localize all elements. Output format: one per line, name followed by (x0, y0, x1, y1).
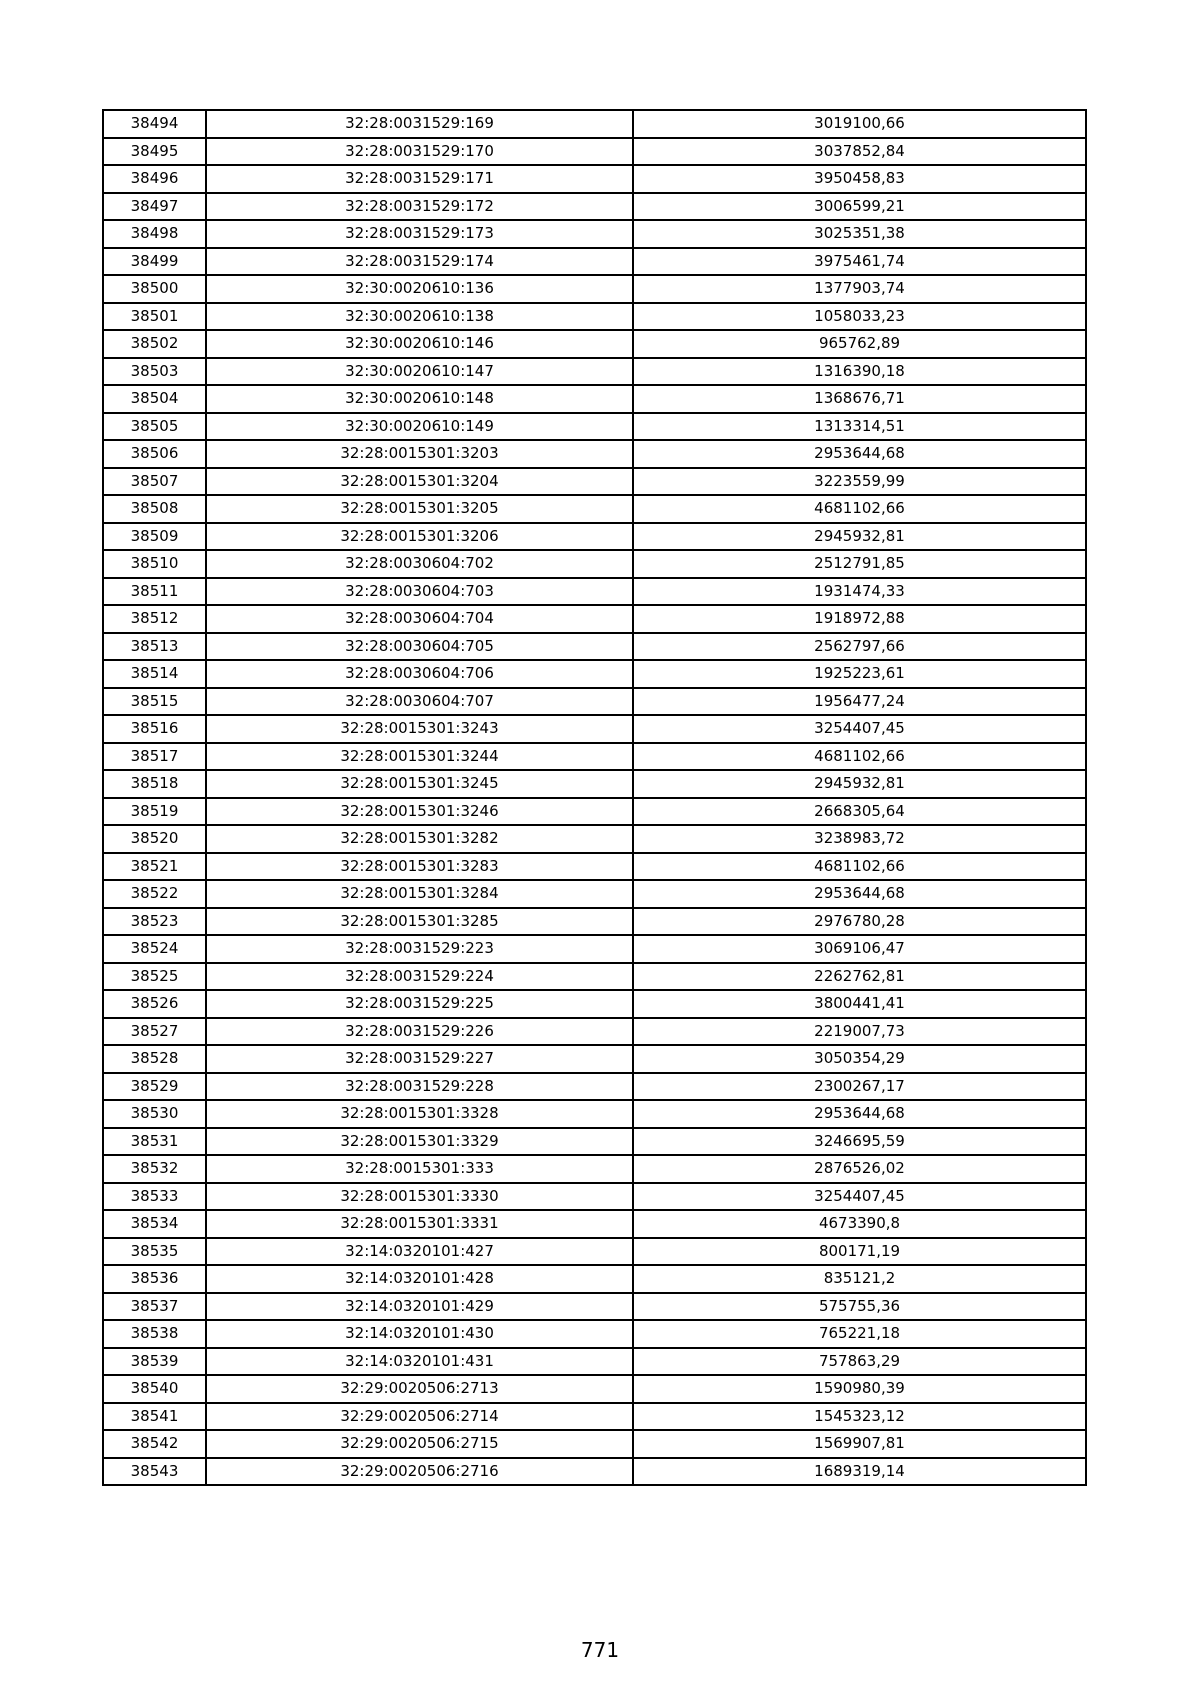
value-cell: 3223559,99 (633, 468, 1086, 496)
cadastral-number-cell: 32:28:0030604:704 (206, 605, 633, 633)
table-row (103, 193, 1086, 221)
cadastral-number-cell: 32:28:0031529:171 (206, 165, 633, 193)
value-cell: 3950458,83 (633, 165, 1086, 193)
cadastral-number-cell: 32:28:0031529:173 (206, 220, 633, 248)
table-row (103, 330, 1086, 358)
table-row (103, 1375, 1086, 1403)
table-row (103, 1348, 1086, 1376)
value-cell: 2876526,02 (633, 1155, 1086, 1183)
cadastral-number-cell: 32:14:0320101:431 (206, 1348, 633, 1376)
value-cell: 1956477,24 (633, 688, 1086, 716)
cadastral-number-cell: 32:29:0020506:2714 (206, 1403, 633, 1431)
cadastral-number-cell: 32:29:0020506:2716 (206, 1458, 633, 1486)
row-number-cell: 38519 (103, 798, 206, 826)
row-number-cell: 38511 (103, 578, 206, 606)
value-cell: 2976780,28 (633, 908, 1086, 936)
table-body (103, 110, 1086, 1485)
row-number-cell: 38540 (103, 1375, 206, 1403)
value-cell: 2562797,66 (633, 633, 1086, 661)
table-row (103, 1155, 1086, 1183)
value-cell: 1313314,51 (633, 413, 1086, 441)
cadastral-number-cell: 32:28:0030604:702 (206, 550, 633, 578)
row-number-cell: 38494 (103, 110, 206, 138)
table-row (103, 853, 1086, 881)
value-cell: 2262762,81 (633, 963, 1086, 991)
table-row (103, 935, 1086, 963)
row-number-cell: 38534 (103, 1210, 206, 1238)
table-row (103, 1238, 1086, 1266)
cadastral-number-cell: 32:28:0031529:169 (206, 110, 633, 138)
cadastral-number-cell: 32:28:0015301:3282 (206, 825, 633, 853)
value-cell: 2219007,73 (633, 1018, 1086, 1046)
cadastral-number-cell: 32:28:0015301:3205 (206, 495, 633, 523)
row-number-cell: 38535 (103, 1238, 206, 1266)
table-row (103, 220, 1086, 248)
cadastral-number-cell: 32:30:0020610:136 (206, 275, 633, 303)
row-number-cell: 38537 (103, 1293, 206, 1321)
row-number-cell: 38495 (103, 138, 206, 166)
cadastral-number-cell: 32:28:0015301:3284 (206, 880, 633, 908)
value-cell: 3238983,72 (633, 825, 1086, 853)
cadastral-number-cell: 32:28:0015301:3285 (206, 908, 633, 936)
row-number-cell: 38530 (103, 1100, 206, 1128)
cadastral-number-cell: 32:28:0015301:3206 (206, 523, 633, 551)
cadastral-number-cell: 32:30:0020610:149 (206, 413, 633, 441)
cadastral-number-cell: 32:28:0031529:226 (206, 1018, 633, 1046)
cadastral-number-cell: 32:30:0020610:147 (206, 358, 633, 386)
value-cell: 2512791,85 (633, 550, 1086, 578)
value-cell: 1925223,61 (633, 660, 1086, 688)
row-number-cell: 38506 (103, 440, 206, 468)
value-cell: 4673390,8 (633, 1210, 1086, 1238)
value-cell: 1689319,14 (633, 1458, 1086, 1486)
value-cell: 4681102,66 (633, 743, 1086, 771)
table-row (103, 990, 1086, 1018)
table-row (103, 413, 1086, 441)
table-row (103, 385, 1086, 413)
value-cell: 3975461,74 (633, 248, 1086, 276)
cadastral-number-cell: 32:28:0031529:228 (206, 1073, 633, 1101)
table-row (103, 688, 1086, 716)
row-number-cell: 38522 (103, 880, 206, 908)
value-cell: 2953644,68 (633, 1100, 1086, 1128)
table-row (103, 468, 1086, 496)
value-cell: 2953644,68 (633, 880, 1086, 908)
table-row (103, 495, 1086, 523)
cadastral-number-cell: 32:28:0015301:3329 (206, 1128, 633, 1156)
row-number-cell: 38539 (103, 1348, 206, 1376)
table-row (103, 605, 1086, 633)
table-row (103, 275, 1086, 303)
row-number-cell: 38526 (103, 990, 206, 1018)
table-row (103, 138, 1086, 166)
value-cell: 3050354,29 (633, 1045, 1086, 1073)
cadastral-number-cell: 32:28:0015301:3244 (206, 743, 633, 771)
value-cell: 2945932,81 (633, 770, 1086, 798)
table-row (103, 825, 1086, 853)
page-number: 771 (580, 1638, 620, 1662)
value-cell: 1918972,88 (633, 605, 1086, 633)
table-row (103, 110, 1086, 138)
cadastral-number-cell: 32:28:0015301:3243 (206, 715, 633, 743)
row-number-cell: 38496 (103, 165, 206, 193)
table-row (103, 660, 1086, 688)
row-number-cell: 38531 (103, 1128, 206, 1156)
cadastral-number-cell: 32:28:0031529:174 (206, 248, 633, 276)
row-number-cell: 38501 (103, 303, 206, 331)
table-row (103, 1100, 1086, 1128)
row-number-cell: 38527 (103, 1018, 206, 1046)
value-cell: 1569907,81 (633, 1430, 1086, 1458)
table-row (103, 550, 1086, 578)
row-number-cell: 38518 (103, 770, 206, 798)
value-cell: 2300267,17 (633, 1073, 1086, 1101)
table-row (103, 440, 1086, 468)
cadastral-number-cell: 32:29:0020506:2715 (206, 1430, 633, 1458)
table-row (103, 1430, 1086, 1458)
row-number-cell: 38505 (103, 413, 206, 441)
cadastral-number-cell: 32:29:0020506:2713 (206, 1375, 633, 1403)
row-number-cell: 38542 (103, 1430, 206, 1458)
row-number-cell: 38500 (103, 275, 206, 303)
value-cell: 1590980,39 (633, 1375, 1086, 1403)
row-number-cell: 38529 (103, 1073, 206, 1101)
row-number-cell: 38524 (103, 935, 206, 963)
cadastral-number-cell: 32:28:0031529:225 (206, 990, 633, 1018)
cadastral-number-cell: 32:28:0015301:3246 (206, 798, 633, 826)
row-number-cell: 38521 (103, 853, 206, 881)
cadastral-number-cell: 32:28:0015301:3331 (206, 1210, 633, 1238)
table-row (103, 1458, 1086, 1486)
table-row (103, 1293, 1086, 1321)
row-number-cell: 38543 (103, 1458, 206, 1486)
row-number-cell: 38512 (103, 605, 206, 633)
row-number-cell: 38515 (103, 688, 206, 716)
value-cell: 3069106,47 (633, 935, 1086, 963)
cadastral-number-cell: 32:28:0030604:706 (206, 660, 633, 688)
row-number-cell: 38532 (103, 1155, 206, 1183)
cadastral-number-cell: 32:14:0320101:430 (206, 1320, 633, 1348)
cadastral-number-cell: 32:28:0030604:705 (206, 633, 633, 661)
cadastral-number-cell: 32:28:0031529:223 (206, 935, 633, 963)
cadastral-number-cell: 32:28:0015301:3328 (206, 1100, 633, 1128)
value-cell: 1545323,12 (633, 1403, 1086, 1431)
cadastral-number-cell: 32:28:0030604:703 (206, 578, 633, 606)
row-number-cell: 38528 (103, 1045, 206, 1073)
cadastral-number-cell: 32:28:0015301:3330 (206, 1183, 633, 1211)
cadastral-number-cell: 32:28:0015301:3203 (206, 440, 633, 468)
table-row (103, 798, 1086, 826)
value-cell: 3037852,84 (633, 138, 1086, 166)
value-cell: 4681102,66 (633, 495, 1086, 523)
cadastral-number-cell: 32:14:0320101:427 (206, 1238, 633, 1266)
row-number-cell: 38503 (103, 358, 206, 386)
table-row (103, 1073, 1086, 1101)
cadastral-number-cell: 32:28:0015301:3204 (206, 468, 633, 496)
table-row (103, 1128, 1086, 1156)
value-cell: 835121,2 (633, 1265, 1086, 1293)
cadastral-number-cell: 32:28:0031529:227 (206, 1045, 633, 1073)
value-cell: 1377903,74 (633, 275, 1086, 303)
table-row (103, 880, 1086, 908)
cadastral-number-cell: 32:28:0015301:3283 (206, 853, 633, 881)
row-number-cell: 38504 (103, 385, 206, 413)
value-cell: 800171,19 (633, 1238, 1086, 1266)
value-cell: 1058033,23 (633, 303, 1086, 331)
table-row (103, 165, 1086, 193)
table-row (103, 523, 1086, 551)
table-row (103, 1018, 1086, 1046)
table-row (103, 743, 1086, 771)
value-cell: 2668305,64 (633, 798, 1086, 826)
row-number-cell: 38533 (103, 1183, 206, 1211)
row-number-cell: 38498 (103, 220, 206, 248)
row-number-cell: 38538 (103, 1320, 206, 1348)
row-number-cell: 38517 (103, 743, 206, 771)
cadastral-number-cell: 32:28:0030604:707 (206, 688, 633, 716)
cadastral-number-cell: 32:14:0320101:429 (206, 1293, 633, 1321)
table-row (103, 1045, 1086, 1073)
row-number-cell: 38509 (103, 523, 206, 551)
table-row (103, 1403, 1086, 1431)
value-cell: 3025351,38 (633, 220, 1086, 248)
value-cell: 3254407,45 (633, 1183, 1086, 1211)
row-number-cell: 38536 (103, 1265, 206, 1293)
row-number-cell: 38510 (103, 550, 206, 578)
value-cell: 757863,29 (633, 1348, 1086, 1376)
row-number-cell: 38513 (103, 633, 206, 661)
value-cell: 4681102,66 (633, 853, 1086, 881)
row-number-cell: 38497 (103, 193, 206, 221)
row-number-cell: 38507 (103, 468, 206, 496)
cadastral-number-cell: 32:28:0031529:172 (206, 193, 633, 221)
row-number-cell: 38516 (103, 715, 206, 743)
cadastral-number-cell: 32:28:0015301:333 (206, 1155, 633, 1183)
table-row (103, 1210, 1086, 1238)
cadastral-number-cell: 32:30:0020610:138 (206, 303, 633, 331)
value-cell: 1316390,18 (633, 358, 1086, 386)
table-row (103, 578, 1086, 606)
cadastral-number-cell: 32:30:0020610:148 (206, 385, 633, 413)
cadastral-number-cell: 32:14:0320101:428 (206, 1265, 633, 1293)
table-row (103, 1320, 1086, 1348)
value-cell: 965762,89 (633, 330, 1086, 358)
table-row (103, 908, 1086, 936)
row-number-cell: 38502 (103, 330, 206, 358)
row-number-cell: 38523 (103, 908, 206, 936)
value-cell: 1931474,33 (633, 578, 1086, 606)
value-cell: 3254407,45 (633, 715, 1086, 743)
data-table (102, 109, 1087, 1486)
value-cell: 575755,36 (633, 1293, 1086, 1321)
row-number-cell: 38541 (103, 1403, 206, 1431)
table-row (103, 358, 1086, 386)
table-row (103, 248, 1086, 276)
table-row (103, 770, 1086, 798)
value-cell: 765221,18 (633, 1320, 1086, 1348)
cadastral-number-cell: 32:28:0031529:224 (206, 963, 633, 991)
cadastral-number-cell: 32:28:0015301:3245 (206, 770, 633, 798)
value-cell: 3246695,59 (633, 1128, 1086, 1156)
cadastral-number-cell: 32:30:0020610:146 (206, 330, 633, 358)
row-number-cell: 38514 (103, 660, 206, 688)
table-row (103, 633, 1086, 661)
row-number-cell: 38520 (103, 825, 206, 853)
value-cell: 2953644,68 (633, 440, 1086, 468)
table-row (103, 1183, 1086, 1211)
table-row (103, 1265, 1086, 1293)
value-cell: 3006599,21 (633, 193, 1086, 221)
cadastral-number-cell: 32:28:0031529:170 (206, 138, 633, 166)
value-cell: 2945932,81 (633, 523, 1086, 551)
value-cell: 1368676,71 (633, 385, 1086, 413)
row-number-cell: 38508 (103, 495, 206, 523)
table-row (103, 963, 1086, 991)
row-number-cell: 38499 (103, 248, 206, 276)
row-number-cell: 38525 (103, 963, 206, 991)
value-cell: 3019100,66 (633, 110, 1086, 138)
table-row (103, 715, 1086, 743)
value-cell: 3800441,41 (633, 990, 1086, 1018)
table-row (103, 303, 1086, 331)
